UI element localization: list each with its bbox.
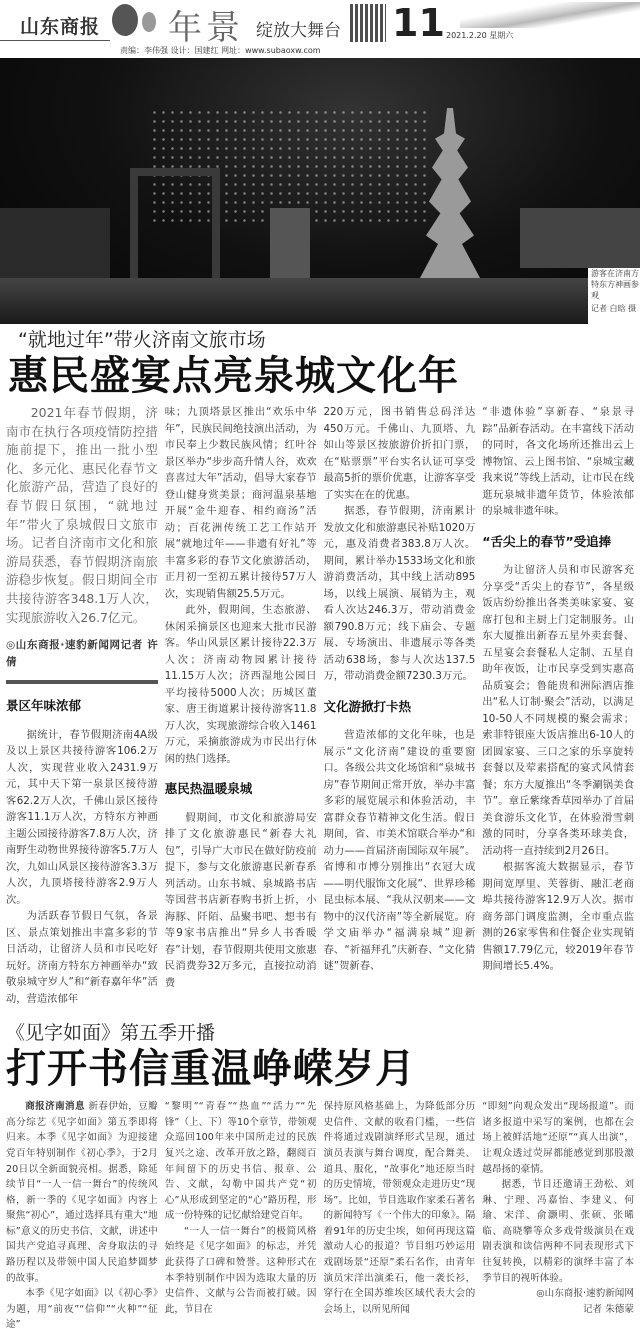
paragraph bbox=[6, 1099, 158, 1286]
paragraph: “即刻”向观众发出“现场报道”。而诸多报道中采写的案例，也都在会场上被鲜活地“还原”“真人出演”，让观众透过荧屏都能感觉到那股激越昂扬的豪情。 bbox=[482, 1101, 634, 1175]
article1-column-2 bbox=[165, 404, 317, 991]
ribbon-decoration bbox=[460, 2, 640, 28]
article1-column-4 bbox=[482, 404, 634, 975]
paragraph: 据统计，春节假期济南4A级及以上景区共接待游客106.2万人次，实现营业收入2431.9万元，其中天下第一泉景区接待游客62.2万人次，千佛山景区接待游客11.1万人次，方特东方神画主题公园接待游客7.8万人次，济南野生动物世界接待游客5.7万人次，九如山风景区接待游客3.3万人次，九顶塔接待游客2.9万人次。 bbox=[6, 728, 158, 906]
paragraph: 味；九顶塔景区推出“欢乐中华年”，民族民间绝技演出活动，为市民奉上少数民族风情；红叶谷景区举办“步步高升情人谷，欢欢喜喜过大年”活动，倡导大家春节登山健身赏美景；商河温泉基地开展“金牛迎春、相约商汤”活动；百花洲传统工艺工作站开展“就地过年——非遗有好礼”等丰富多彩的春节文化旅游活动，正月初一至初五累计接待57万人次，实现销售额25.5万元。 bbox=[164, 406, 317, 600]
paragraph: 为让留济人员和市民游客充分享受“舌尖上的春节”，各星级饭店纷纷推出各类美味家宴、宴席打包和主厨上门定制服务。山东大厦推出新春五星外卖套餐、五星宴会套餐私人定制、五星自助年夜饭，让市民享受到实惠高品质宴会；鲁能贵和洲际酒店推出“私人订制·聚会”活动，以满足10-50人不同规模的聚会需求；索菲特银座大饭店推出6-10人的团圆家宴、三口之家的乐享旋转套餐以及荤素搭配的宴式风情套餐；东方大厦推出“冬季涮锅美食节”。章丘紫缘香草园举办了首届美食游乐文化节，在体验滑雪刺激的同时，分享各类环球美食，活动将一直持续到2月26日。 bbox=[482, 564, 634, 857]
byline-reporter: 记者 朱德蒙 bbox=[582, 1303, 634, 1315]
paragraph: “黎明”“青春”“热血”“活力”“先锋”（上、下）等10个章节，带领观众巡回100年来中国所走过的民族复兴之途、改革开放之路，翻阅百年间留下的历史书信、报章、公告、文献，勾勒中国共产党“初心”从形成到坚定的“心”路历程，形成一份特殊的记忆献给建党百年。 bbox=[164, 1101, 317, 1222]
byline: ◎山东商报·速豹新闻网记者 许倩 bbox=[6, 639, 158, 668]
photo-caption bbox=[588, 268, 640, 324]
lantern-icon bbox=[142, 12, 156, 32]
tower-structure bbox=[270, 208, 310, 278]
lantern-icon bbox=[112, 4, 138, 36]
paragraph: “非遗体验”享新春、“泉景寻踪”品新春活动。在丰富线下活动的同时，各文化场所还推出云上博物馆、云上图书馆、“泉城宝藏我来说”等线上活动，让市民在线逛玩泉城非遗年货节，体验浓郁的泉城非遗年味。 bbox=[482, 406, 634, 517]
newspaper-name: 山东商报 bbox=[20, 16, 101, 38]
qr-code-icon bbox=[350, 4, 386, 42]
subheading: 惠民热温暖泉城 bbox=[164, 781, 253, 796]
paragraph: 据悉，春节假期，济南累计发放文化和旅游惠民补贴1020万元，惠及消费者383.8万人次。期间，累计举办1533场文化和旅游消费活动，其中线上活动895场，以线上展演、展销为主，观看人次达246.3万，带动消费金额790.8万元；线下庙会、专题展、专场演出、非遗展示等各类活动638场，参与人次达137.5万，带动消费金额7230.3万元。 bbox=[323, 505, 476, 682]
paragraph: 假期间，市文化和旅游局安排了文化旅游惠民“新春大礼包”，引导广大市民在做好防疫前提下，参与文化旅游惠民新春系列活动。山东书城、泉城路书店等国营书店新春购书折上折，小海豚、阡陌、品聚书吧、想书有等9家书店推出“异乡人书香暖春”计划，春节假期共使用文旅惠民消费券32万多元，直接拉动消费 bbox=[164, 811, 317, 989]
article2-headline: 打开书信重温峥嵘岁月 bbox=[6, 1046, 416, 1093]
paragraph: 根据客流大数据显示，春节期间宽厚里、芙蓉街、融汇老商埠共接待游客12.9万人次。据市商务部门调度监测，全市重点监测的26家零售和住餐企业实现销售额17.79亿元，较2019年春节期间增长5.4%。 bbox=[482, 861, 634, 972]
article1-column-3 bbox=[324, 404, 476, 975]
paragraph: 保持原风格基础上，为降低部分历史信件、文献的收看门槛，一些信件将通过戏剧演绎形式呈现，通过演员表演与舞台调度，配合舞美、道具、服化，“故事化”地还原当时的历史情境，带领观众走进历史“现场”。比如，节目选取作家柔石著名的新闻特写《一个伟大的印象》。隔着91年的历史尘埃，如何再现这篇激动人心的报道？节目组巧妙运用戏剧场景“还原”柔石名作，由青年演员宋洋出演柔石，他一袭长衫，穿行在全国苏维埃区域代表大会的会场上，以所见所闻 bbox=[323, 1101, 476, 1315]
gate-structure bbox=[130, 168, 220, 278]
article2-column-1 bbox=[6, 1099, 158, 1333]
article1-kicker: “就地过年”带火济南文旅市场 bbox=[18, 329, 266, 351]
article2-kicker: 《见字如面》第五季开播 bbox=[6, 1022, 216, 1045]
dateline: 商报济南消息 bbox=[25, 1101, 85, 1113]
news-photo bbox=[0, 58, 640, 324]
subheading: 文化游掀打卡热 bbox=[323, 698, 412, 714]
photo-credit: 记者 白晗 摄 bbox=[591, 304, 637, 313]
article2-column-2 bbox=[165, 1099, 317, 1317]
section-title: 年景 bbox=[168, 8, 244, 48]
paragraph: 营造浓郁的文化年味，也是展示“文化济南”建设的重要窗口。各级公共文化场馆和“泉城书房”春节期间正常开放，举办丰富多彩的展览展示和体验活动，丰富群众春节精神文化生活。假日期间，省、市美术馆联合举办“和动力——首届济南国际双年展”。省博和市博分别推出“衣冠大成——明代服饰文化展”、世界珍稀昆虫标本展、“我从汉朝来——文物中的汉代济南”等全新展览。府学文庙举办“福满泉城”迎新春、“祈福拜孔”庆新春、“文化猜谜”贺新春、 bbox=[323, 729, 476, 972]
byline: ◎山东商报·速豹新闻网 bbox=[536, 1288, 634, 1300]
section-subtitle: 绽放大舞台 bbox=[256, 21, 341, 41]
subheading: 景区年味浓郁 bbox=[6, 698, 82, 714]
article2 bbox=[0, 1021, 640, 1341]
page-header bbox=[0, 0, 640, 58]
paragraph-text: 新春伊始，豆瓣高分综艺《见字如面》第五季即将归来。本季《见字如面》为迎接建党百年特别制作《初心季》，于2月20日以全新面貌亮相。据悉，除延续节目“一人一信一舞台”的传统风格，新一季的《见字如面》内容上聚焦“初心”，通过选择具有重大“地标”意义的历史书信、文献，讲述中国共产党追寻真理、舍身取法的寻路历程以及带领中国人民追梦圆梦的故事。 bbox=[6, 1101, 158, 1284]
article1-column-1 bbox=[6, 404, 158, 1007]
caption-text: 游客在济南方特东方神画参观 bbox=[591, 269, 639, 300]
paragraph: 本季《见字如面》以《初心季》为题，用“前夜”“信仰”“火种”“征途” bbox=[6, 1288, 158, 1331]
building-left bbox=[0, 208, 110, 278]
article2-column-3 bbox=[324, 1099, 476, 1317]
paragraph: 220万元，图书销售总码洋达450万元。千佛山、九顶塔、九如山等景区按旅游价折扣门票，在“贴票票”平台实名认证可享受最高5折的票价优惠，让游客享受了实实在在的优惠。 bbox=[323, 406, 476, 501]
article2-column-4 bbox=[482, 1099, 634, 1317]
crowd bbox=[0, 278, 588, 324]
issue-date: 2021.2.20 星期六 bbox=[446, 31, 514, 40]
building-right bbox=[520, 208, 640, 268]
page-number: 11 bbox=[392, 1, 445, 45]
credits: 责编：李伟强 设计：国建红 网址：www.subaoxw.com bbox=[120, 46, 321, 55]
subheading: “舌尖上的春节”受追捧 bbox=[482, 533, 612, 549]
lead-paragraph: 2021年春节假期，济南市在执行各项疫情防控措施前提下，推出一批小型化、多元化、惠民化春节文化旅游产品，营造了良好的春节假日氛围，“就地过年”带火了泉城假日文旅市场。记者自济南市文化和旅游局获悉，春节假期济南旅游稳步恢复。假日期间全市共接待游客348.1万人次，实现旅游收入26.7亿元。 bbox=[6, 405, 158, 625]
paragraph: 据悉，节目还邀请王劲松、刘琳、宁理、冯嘉怡、李建义、何瑜、宋洋、俞灏明、张硕、张晞临、高晓攀等众多戏骨级演员在戏剧表演和读信两种不同表现形式下往复转换，以精彩的演绎丰富了本季节目的视听体验。 bbox=[482, 1179, 634, 1284]
article1 bbox=[0, 328, 640, 1007]
paragraph: “一人一信一舞台”的极简风格始终是《见字如面》的标志，并凭此获得了口碑和赞誉。这种形式在本季特别制作中因为选取大量的历史信件、文献与公告而被打破。因此，节目在 bbox=[164, 1225, 317, 1315]
paragraph: 此外，假期间，生态旅游、休闲采摘景区也迎来大批市民游客。华山风景区累计接待22.3万人次；济南动物园累计接待11.15万人次；济西湿地公园日平均接待5000人次；历城区董家、唐王街道累计接待游客11.8万人次，实现旅游综合收入1461万元，采摘旅游成为市民出行休闲的热门选择。 bbox=[164, 604, 317, 765]
article1-headline: 惠民盛宴点亮泉城文化年 bbox=[8, 353, 459, 399]
paragraph: 为活跃春节假日气氛，各景区、景点策划推出丰富多彩的节日活动，让留济人员和市民吃好玩好。济南方特东方神画举办“致敬泉城守岁人”和“新春嘉年华”活动，营造浓郁年 bbox=[6, 910, 158, 1005]
divider bbox=[6, 680, 158, 684]
header-rule bbox=[0, 40, 110, 41]
